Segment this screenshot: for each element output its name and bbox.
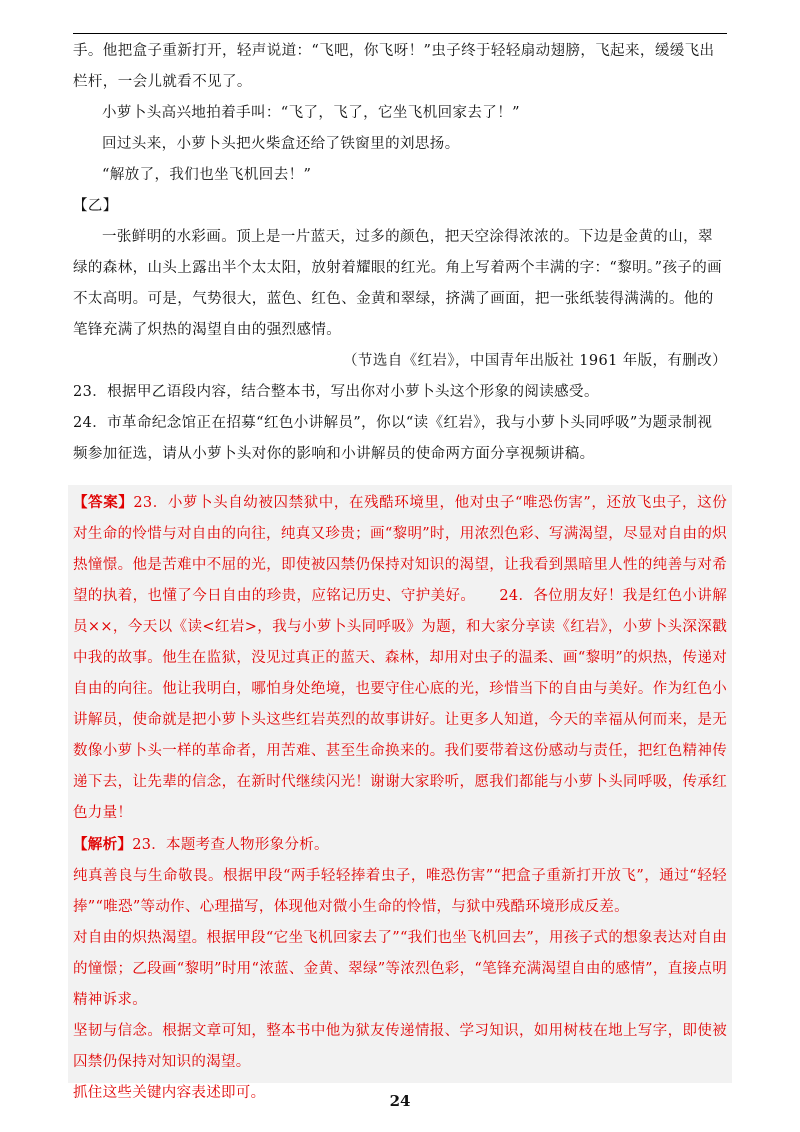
answer-paragraph xyxy=(73,487,727,829)
analysis-point: 对自由的炽热渴望。根据甲段“它坐飞机回家去了”“我们也坐飞机回去”，用孩子式的想象表达对自由的憧憬；乙段画“黎明”时用“浓蓝、金黄、翠绿”等浓烈色彩，“笔锋充满渴望自由的感情”，直接点明精神诉求。 xyxy=(73,930,727,1008)
source-citation: （节选自《红岩》，中国青年出版社 1961 年版，有删改） xyxy=(343,353,727,369)
answer-part-23: 23．小萝卜头自幼被囚禁狱中，在残酷环境里，他对虫子“唯恐伤害”，还放飞虫子，这份对生命的怜惜与对自由的向往，纯真又珍贵；画“黎明”时，用浓烈色彩、写满渴望，尽显对自由的炽热憧憬。他是苦难中不屈的光，即使被囚禁仍保持对知识的渴望，让我看到黑暗里人性的纯善与对希望的执着，也懂了今日自由的珍贵，应铭记历史、守护美好。 xyxy=(73,495,727,604)
passage-line: 小萝卜头高兴地拍着手叫：“飞了，飞了，它坐飞机回家去了！” xyxy=(102,105,520,121)
passage-section xyxy=(73,36,727,470)
passage-line: 回过头来，小萝卜头把火柴盒还给了铁窗里的刘思扬。 xyxy=(102,136,460,152)
analysis-heading xyxy=(73,829,727,861)
question-23: 23．根据甲乙语段内容，结合整本书，写出你对小萝卜头这个形象的阅读感受。 xyxy=(73,384,599,400)
answer-section xyxy=(73,487,727,1109)
analysis-point: 坚韧与信念。根据文章可知，整本书中他为狱友传递情报、学习知识，如用树枝在地上写字，即使被囚禁仍保持对知识的渴望。 xyxy=(73,1023,727,1070)
header-rule xyxy=(73,33,727,34)
analysis-point: 抓住这些关键内容表述即可。 xyxy=(73,1085,266,1101)
passage-line: “解放了，我们也坐飞机回去！” xyxy=(102,167,312,183)
answer-part-24: 24．各位朋友好！我是红色小讲解员××，今天以《读<红岩>，我与小萝卜头同呼吸》为题，和大家分享读《红岩》，小萝卜头深深戳中我的故事。他生在监狱，没见过真正的蓝天、森林，却用对虫子的温柔、画“黎明”的炽热，传递对自由的向往。他让我明白，哪怕身处绝境，也要守住心底的光，珍惜当下的自由与美好。作为红色小讲解员，使命就是把小萝卜头这些红岩英烈的故事讲好。让更多人知道，今天的幸福从何而来，是无数像小萝卜头一样的革命者，用苦难、甚至生命换来的。我们要带着这份感动与责任，把红色精神传递下去，让先辈的信念，在新时代继续闪光！谢谢大家聆听，愿我们都能与小萝卜头同呼吸，传承红色力量！ xyxy=(73,588,727,821)
analysis-label: 【解析】 xyxy=(73,836,133,853)
answer-label: 【答案】 xyxy=(73,494,134,511)
question-24: 24．市革命纪念馆正在招募“红色小讲解员”，你以“读《红岩》，我与小萝卜头同呼吸”为题录制视频参加征选，请从小萝卜头对你的影响和小讲解员的使命两方面分享视频讲稿。 xyxy=(73,415,713,462)
section-heading-yi: 【乙】 xyxy=(73,198,118,214)
analysis-point: 纯真善良与生命敬畏。根据甲段“两手轻轻捧着虫子，唯恐伤害”“把盒子重新打开放飞”，通过“轻轻捧”“唯恐”等动作、心理描写，体现他对微小生命的怜惜，与狱中残酷环境形成反差。 xyxy=(73,868,727,915)
page-number: 24 xyxy=(389,1092,411,1110)
analysis-intro: 23．本题考查人物形象分析。 xyxy=(132,837,329,853)
passage-line: 手。他把盒子重新打开，轻声说道：“飞吧，你飞呀！”虫子终于轻轻扇动翅膀，飞起来，缓缓飞出栏杆，一会儿就看不见了。 xyxy=(73,43,715,90)
yi-paragraph: 一张鲜明的水彩画。顶上是一片蓝天，过多的颜色，把天空涂得浓浓的。下边是金黄的山，翠绿的森林，山头上露出半个太太阳，放射着耀眼的红光。角上写着两个丰满的字：“黎明。”孩子的画不太高明。可是，气势很大，蓝色、红色、金黄和翠绿，挤满了画面，把一张纸装得满满的。他的笔锋充满了炽热的渴望自由的强烈感情。 xyxy=(73,229,723,338)
